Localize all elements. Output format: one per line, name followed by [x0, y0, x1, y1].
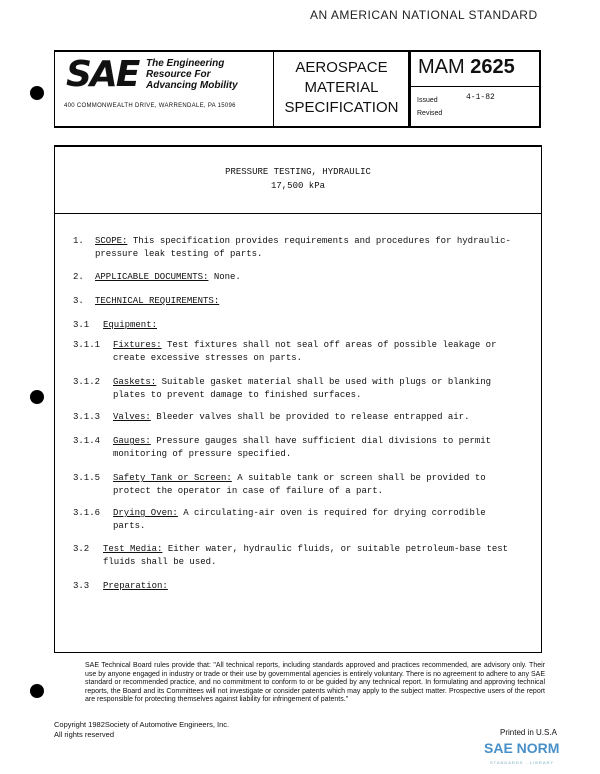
title-separator	[54, 213, 542, 214]
section-heading: Preparation:	[103, 581, 168, 591]
issued-date: 4-1-82	[466, 93, 495, 102]
binder-hole-bottom	[30, 684, 44, 698]
section-number: 3.	[73, 296, 84, 306]
section-number: 3.1.2	[73, 377, 101, 387]
section-body: APPLICABLE DOCUMENTS: None.	[95, 272, 241, 282]
sae-logo: SAE	[66, 54, 139, 95]
issued-label: Issued	[417, 97, 438, 104]
section-number: 3.1.4	[73, 436, 101, 446]
section-body-cont: parts.	[113, 521, 146, 531]
section-heading: TECHNICAL REQUIREMENTS:	[95, 296, 220, 306]
section-body: Fixtures: Test fixtures shall not seal off areas of possible leakage or	[113, 340, 497, 350]
revised-label: Revised	[417, 110, 443, 117]
section-number: 3.3	[73, 581, 90, 591]
section-number: 3.1.5	[73, 473, 101, 483]
sae-norm-watermark: SAE NORM	[484, 740, 560, 756]
section-body: Valves: Bleeder valves shall be provided to release entrapped air.	[113, 412, 470, 422]
section-number: 3.2	[73, 544, 90, 554]
section-body: Test Media: Either water, hydraulic fluids, or suitable petroleum-base test	[103, 544, 509, 554]
section-body: Gaskets: Suitable gasket material shall be used with plugs or blanking	[113, 377, 492, 387]
binder-hole-middle	[30, 390, 44, 404]
watermark-subtext: STANDARDS - LIBRARY	[490, 760, 554, 765]
section-number: 3.1	[73, 320, 90, 330]
binder-hole-top	[30, 86, 44, 100]
section-number: 1.	[73, 236, 84, 246]
section-number: 3.1.1	[73, 340, 101, 350]
section-number: 3.1.3	[73, 412, 101, 422]
section-body-cont: pressure leak testing of parts.	[95, 249, 263, 259]
spec-number: MAM 2625	[418, 56, 515, 78]
section-body: Safety Tank or Screen: A suitable tank or screen shall be provided to	[113, 473, 486, 483]
printed-in: Printed in U.S.A	[500, 728, 557, 737]
section-body-cont: plates to prevent damage to finished surfaces.	[113, 390, 362, 400]
section-body: SCOPE: This specification provides requirements and procedures for hydraulic-	[95, 236, 511, 246]
copyright: Copyright 1982Society of Automotive Engineers, Inc. All rights reserved	[54, 720, 230, 739]
sae-address: 400 COMMONWEALTH DRIVE, WARRENDALE, PA 15096	[64, 103, 236, 109]
section-heading: Equipment:	[103, 320, 158, 330]
technical-board-notice: SAE Technical Board rules provide that: "All technical reports, including standards approved and practices recommended, are advisory only. Their use by anyone engaged in industry or trade or their use by governmental agencies is entirely voluntary. There is no agreement to adhere to any SAE standard or recommended practice, and no commitment to conform to or be guided by any technical report. In formulating and approving technical reports, the Board and its Committees will not investigate or consider patents which may apply to the subject matter. Prospective users of the report are responsible for protecting themselves against liability for infringement of patents."	[85, 662, 545, 704]
section-body-cont: protect the operator in case of failure of a part.	[113, 486, 384, 496]
spec-number-divider	[409, 86, 541, 87]
section-body: Drying Oven: A circulating-air oven is required for drying corrodible	[113, 508, 486, 518]
document-title: PRESSURE TESTING, HYDRAULIC 17,500 kPa	[225, 167, 371, 191]
spec-type: AEROSPACE MATERIAL SPECIFICATION	[284, 59, 399, 116]
national-standard-label: AN AMERICAN NATIONAL STANDARD	[310, 8, 538, 22]
sae-tagline: The Engineering Resource For Advancing Mobility	[146, 58, 238, 91]
section-body-cont: monitoring of pressure specified.	[113, 449, 292, 459]
section-body: Gauges: Pressure gauges shall have sufficient dial divisions to permit	[113, 436, 492, 446]
section-body-cont: fluids shall be used.	[103, 557, 217, 567]
section-body-cont: create excessive stresses on parts.	[113, 353, 303, 363]
section-number: 3.1.6	[73, 508, 101, 518]
section-number: 2.	[73, 272, 84, 282]
